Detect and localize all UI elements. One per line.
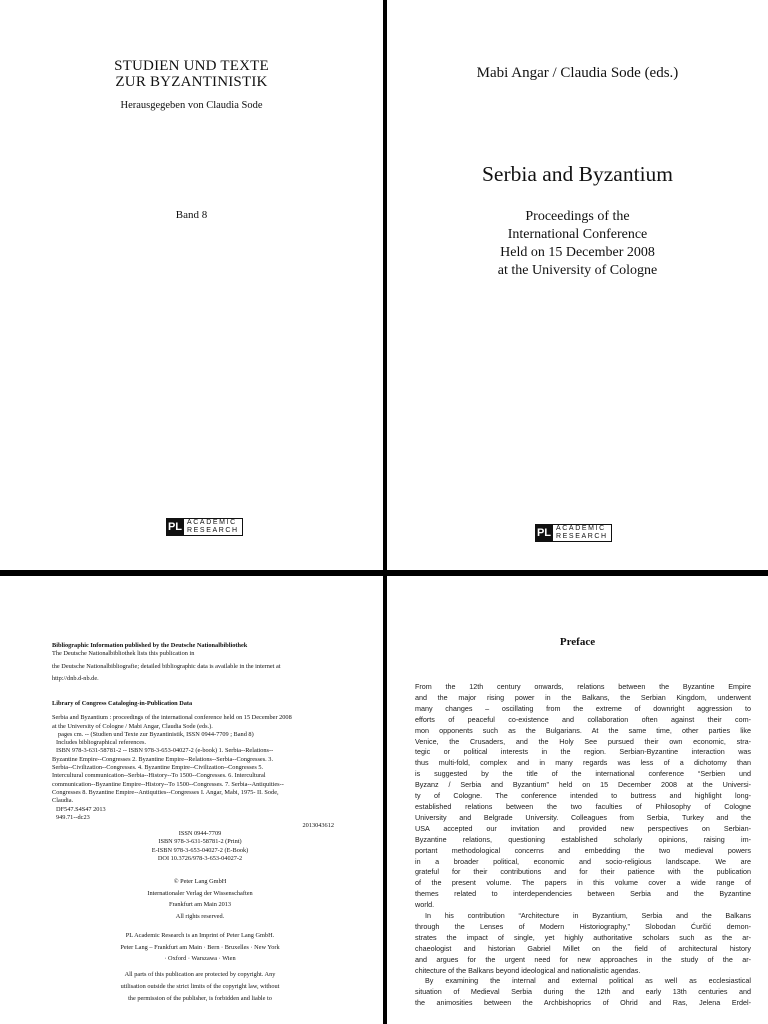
loc-line: Serbia--Civilization--Congresses. 4. Byzantine Empire--Civilization--Congresses 5. (52, 764, 264, 772)
logo-line-2: RESEARCH (556, 533, 608, 540)
text-line: ty of Cologne. The conference intended to buttress and highlight long- (415, 791, 751, 801)
subtitle-line: at the University of Cologne (497, 263, 658, 278)
isbn-line: E-ISBN 978-3-653-04027-2 (E-Book) (151, 846, 249, 854)
dnb-line: http://dnb.d-nb.de. (52, 674, 99, 682)
text-line: mon opponents such as the Bulgarians. At the same time, other parties like (415, 725, 751, 735)
text-line: established relations between the two faculties of Philosophy of Cologne (415, 801, 751, 811)
rights-line: utilisation outside the strict limits of the copyright law, without (120, 983, 280, 990)
text-line: thus multi-fold, complex and in many regards was less of a dichotomy than (415, 758, 751, 768)
loc-line: Includes bibliographical references. (56, 739, 147, 747)
text-line: themes related to interdependencies between Serbia and the Byzantine (415, 889, 751, 899)
series-title-line-2: ZUR BYZANTINISTIK (115, 74, 268, 90)
preface-paragraph-2 (415, 911, 751, 976)
logo-line-1: ACADEMIC (556, 525, 606, 532)
text-line: Byzanz / Serbia and Byzantium” held on 15 December 2008 at the Universi- (415, 780, 751, 790)
text-line: University and Belgrade University. Colleagues from Serbia, Turkey and the (415, 812, 751, 822)
text-line: many changes – oscillating from the extreme of downright aggression to (415, 703, 751, 713)
text-line: through the Lenses of Modern Historiography,” Slobodan Ćurčić demon- (415, 921, 751, 931)
text-line: and the major rising power in the Balkans, the Serbian Kingdom, underwent (415, 692, 751, 702)
loc-line: Serbia and Byzantium : proceedings of the international conference held on 15 December 2008 (52, 714, 292, 722)
loc-line: Congresses 8. Byzantine Empire--Antiquities--Congresses I. Angar, Mabi, 1975- II. Sode, (52, 788, 279, 796)
loc-line: pages cm. -- (Studien und Texte zur Byzantinistik, ISSN 0944-7709 ; Band 8) (58, 730, 254, 738)
text-line: world. (415, 900, 435, 910)
copyright-line: © Peter Lang GmbH (173, 878, 227, 885)
imprint-line: PL Academic Research is an Imprint of Peter Lang GmbH. (125, 932, 275, 939)
text-line: and argues for the urgent need for new approaches in the study of the ar- (415, 954, 751, 964)
preface-paragraph-3 (415, 976, 751, 1009)
text-line: grateful for their contributions and for their patience with the publication (415, 867, 751, 877)
loc-line: ISBN 978-3-631-58781-2 -- ISBN 978-3-653-04027-2 (e-book) 1. Serbia--Relations-- (56, 747, 274, 755)
book-title: Serbia and Byzantium (481, 162, 674, 186)
text-line: By examining the internal and external political as well as ecclesiastical (425, 976, 751, 986)
logo-mark: PL (166, 518, 184, 536)
copyright-block (40, 876, 360, 922)
isbn-block (40, 830, 360, 863)
text-line: Byzantine relations, questioning established scholarly opinions, raising im- (415, 834, 751, 844)
series-title (0, 58, 383, 90)
text-line: strates the impact of single, yet highly authoritative scholars such as the ar- (415, 932, 751, 942)
publisher-logo (535, 524, 612, 542)
text-line: the animosities between the Archbishoprics of Ohrid and Ras, Jelena Erdel- (415, 998, 751, 1008)
preface-body (415, 682, 751, 1009)
text-line: In his contribution “Architecture in Byzantium, Serbia and the Balkans (425, 911, 751, 921)
loc-line: Claudia. (52, 797, 74, 805)
imprint-line: Peter Lang – Frankfurt am Main · Bern · Bruxelles · New York (120, 943, 280, 951)
dnb-line: The Deutsche Nationalbibliothek lists this publication in (52, 650, 195, 658)
loc-heading: Library of Congress Cataloging-in-Publication Data (52, 700, 193, 707)
imprint-line: · Oxford · Warszawa · Wien (164, 955, 236, 962)
subtitle-line: International Conference (507, 227, 648, 242)
loc-cip (52, 700, 364, 830)
loc-line: at the University of Cologne / Mabi Angar, Claudia Sode (eds.). (52, 722, 213, 730)
loc-control-number: 2013043612 (302, 822, 334, 830)
logo-mark: PL (535, 524, 553, 542)
isbn-line: ISBN 978-3-631-58781-2 (Print) (158, 838, 242, 846)
editors: Mabi Angar / Claudia Sode (eds.) (476, 65, 679, 81)
copyright-line: All rights reserved. (175, 912, 225, 920)
copyright-line: Frankfurt am Main 2013 (168, 901, 232, 908)
text-line: chaeologist and historian Gabriel Millet on the field of architectural history (415, 943, 751, 953)
text-line: is suggested by the title of the international conference “Serbien und (415, 769, 751, 779)
rights-line: the permission of the publisher, is forbidden and liable to (128, 995, 272, 1002)
series-page (0, 0, 383, 570)
text-line: portant methodological concerns and embedding the two medieval powers (415, 845, 751, 855)
text-line: tegic or political interests in the region. Serbian-Byzantine interaction was (415, 747, 751, 757)
band-number: Band 8 (175, 209, 208, 221)
preface-page (387, 576, 768, 1024)
isbn-line: DOI 10.3726/978-3-653-04027-2 (157, 854, 243, 862)
publisher-logo (166, 518, 243, 536)
loc-line: Intercultural communication--Serbia--History--To 1500--Congresses. 6. Intercultural (52, 772, 266, 780)
rights-block (40, 969, 360, 1005)
subtitle-line: Proceedings of the (525, 209, 630, 224)
text-line: in a broader political, economic and socio-religious landscape. We are (415, 856, 751, 866)
text-line: From the 12th century onwards, relations between the Byzantine Empire (415, 682, 751, 691)
imprint-block (40, 930, 360, 965)
text-line: USA accepted our invitation and provided new perspectives on Serbian- (415, 823, 751, 833)
dnb-line: the Deutsche Nationalbibliografie; detailed bibliographic data is available in the internet at (52, 662, 281, 670)
loc-line: 949.71--dc23 (56, 813, 90, 821)
subtitle-line: Held on 15 December 2008 (500, 245, 655, 260)
isbn-line: ISSN 0944-7709 (178, 830, 222, 837)
rights-line: All parts of this publication are protected by copyright. Any (124, 971, 276, 978)
text-line: Venice, the Crusaders, and the Holy See pursued their own economic, stra- (415, 736, 751, 746)
text-line: efforts of peaceful co-existence and collaboration often against their com- (415, 714, 751, 724)
dnb-heading: Bibliographic Information published by the Deutsche Nationalbibliothek (52, 642, 248, 649)
title-page (387, 0, 768, 570)
copyright-line: Internationaler Verlag der Wissenschaften (147, 889, 253, 897)
text-line: chitecture of the Balkans beyond ideological and nationalistic agendas. (415, 965, 641, 975)
text-line: of the present volume. The papers in this volume cover a wide range of (415, 878, 751, 888)
text-line: situation of Medieval Serbia during the 12th and early 13th centuries and (415, 987, 751, 997)
series-editor: Herausgegeben von Claudia Sode (120, 100, 263, 111)
imprint-page (0, 576, 383, 1024)
logo-line-2: RESEARCH (187, 527, 239, 534)
preface-paragraph-1 (415, 682, 751, 911)
preface-heading: Preface (559, 636, 596, 648)
loc-line: Byzantine Empire--Congresses 2. Byzantine Empire--Relations--Serbia--Congresses. 3. (52, 755, 274, 763)
logo-line-1: ACADEMIC (187, 519, 237, 526)
series-title-line-1: STUDIEN UND TEXTE (114, 58, 269, 74)
loc-line: communication--Byzantine Empire--History--To 1500--Congresses. 7. Serbia--Antiquities-- (52, 780, 284, 788)
loc-line: DF547.S4S47 2013 (56, 805, 106, 813)
book-subtitle (387, 208, 768, 280)
dnb-info (52, 642, 364, 683)
